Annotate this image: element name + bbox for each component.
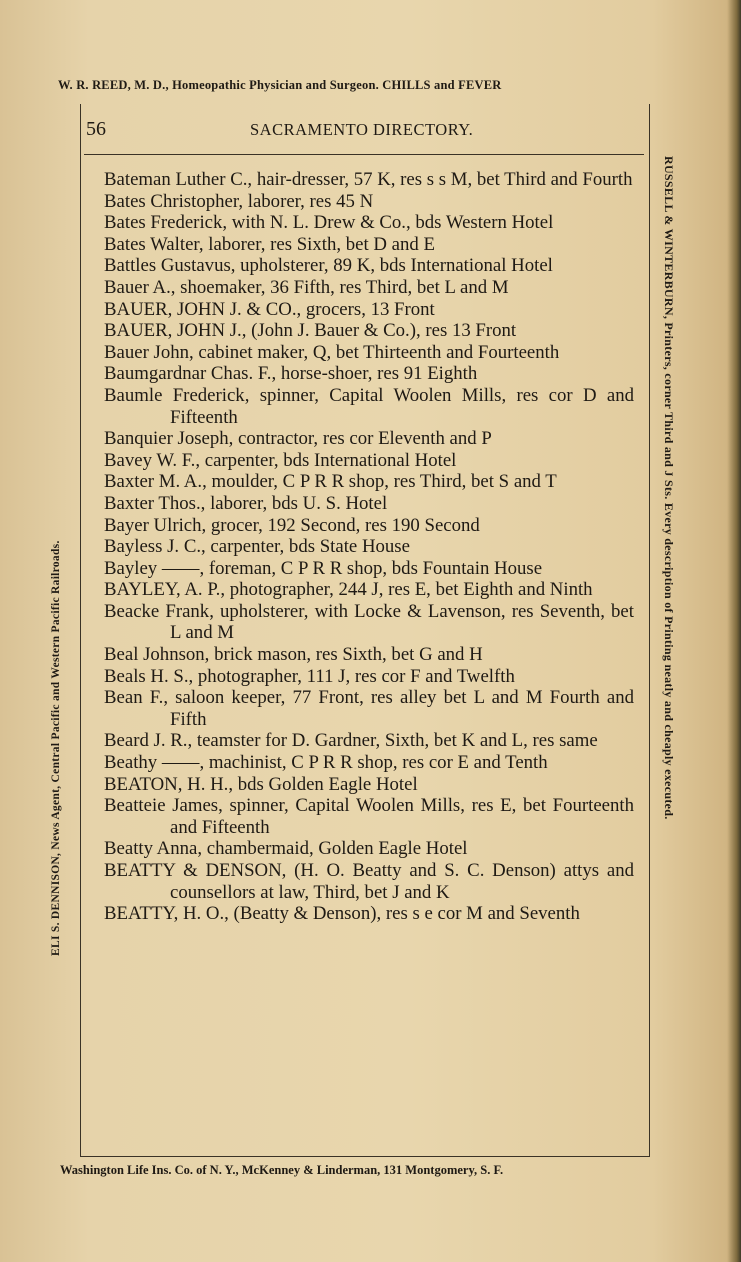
directory-entry: BAYLEY, A. P., photographer, 244 J, res E, bet Eighth and Ninth	[104, 579, 593, 601]
directory-entry: Bateman Luther C., hair-dresser, 57 K, res s s M, bet Third and Fourth	[104, 169, 633, 190]
left-side-advertisement: ELI S. DENNISON, News Agent, Central Pacific and Western Pacific Railroads.	[50, 540, 62, 956]
directory-entry: Beathy ——, machinist, C P R R shop, res cor E and Tenth	[104, 752, 548, 774]
bottom-advertisement: Washington Life Ins. Co. of N. Y., McKenney & Linderman, 131 Montgomery, S. F.	[60, 1163, 504, 1177]
running-title: SACRAMENTO DIRECTORY.	[250, 120, 474, 139]
directory-entry: Bavey W. F., carpenter, bds International Hotel	[104, 449, 457, 471]
page-edge-shadow	[727, 0, 741, 1262]
page-number: 56	[86, 118, 106, 140]
directory-entry: BEATTY & DENSON, (H. O. Beatty and S. C. Denson) attys and counsellors at law, Third, bet J and K	[104, 860, 634, 903]
directory-entry: BEATON, H. H., bds Golden Eagle Hotel	[104, 773, 418, 795]
directory-entry: BEATTY, H. O., (Beatty & Denson), res s e cor M and Seventh	[104, 903, 580, 925]
directory-entry: Bean F., saloon keeper, 77 Front, res alley bet L and M Fourth and Fifth	[104, 687, 634, 730]
directory-entry: Bayless J. C., carpenter, bds State House	[104, 536, 410, 558]
directory-entry: Baumgardnar Chas. F., horse-shoer, res 91 Eighth	[104, 363, 478, 385]
right-side-advertisement: RUSSELL & WINTERBURN, Printers, corner Third and J Sts. Every description of Printing neatly and cheaply executed.	[662, 156, 676, 820]
directory-entry: Bates Frederick, with N. L. Drew & Co., bds Western Hotel	[104, 212, 554, 234]
directory-entry: BAUER, JOHN J. & CO., grocers, 13 Front	[104, 298, 435, 320]
directory-entry: Battles Gustavus, upholsterer, 89 K, bds International Hotel	[104, 255, 553, 277]
directory-entries	[104, 169, 634, 925]
directory-entry: Beatty Anna, chambermaid, Golden Eagle Hotel	[104, 838, 468, 860]
top-advertisement: W. R. REED, M. D., Homeopathic Physician and Surgeon. CHILLS and FEVER	[58, 78, 502, 92]
directory-entry: Beal Johnson, brick mason, res Sixth, bet G and H	[104, 644, 483, 666]
directory-entry: Beard J. R., teamster for D. Gardner, Sixth, bet K and L, res same	[104, 730, 598, 752]
directory-entry: Beatteie James, spinner, Capital Woolen Mills, res E, bet Fourteenth and Fifteenth	[104, 795, 634, 838]
directory-entry: Bates Christopher, laborer, res 45 N	[104, 190, 374, 212]
directory-entry: Baumle Frederick, spinner, Capital Woolen Mills, res cor D and Fifteenth	[104, 384, 634, 428]
directory-entry: Bayer Ulrich, grocer, 192 Second, res 190 Second	[104, 514, 480, 536]
directory-entry: Bates Walter, laborer, res Sixth, bet D and E	[104, 233, 435, 255]
directory-entry: BAUER, JOHN J., (John J. Bauer & Co.), res 13 Front	[104, 320, 517, 342]
directory-entry: Baxter M. A., moulder, C P R R shop, res Third, bet S and T	[104, 471, 557, 493]
directory-entry: Beals H. S., photographer, 111 J, res cor F and Twelfth	[104, 665, 515, 687]
directory-entry: Baxter Thos., laborer, bds U. S. Hotel	[104, 492, 388, 514]
directory-entry: Beacke Frank, upholsterer, with Locke & Lavenson, res Seventh, bet L and M	[104, 600, 634, 644]
directory-entry: Banquier Joseph, contractor, res cor Eleventh and P	[104, 428, 492, 450]
header-rule	[84, 154, 644, 155]
directory-entry: Bayley ——, foreman, C P R R shop, bds Fountain House	[104, 557, 543, 579]
directory-entry: Bauer John, cabinet maker, Q, bet Thirteenth and Fourteenth	[104, 341, 560, 363]
directory-entry: Bauer A., shoemaker, 36 Fifth, res Third, bet L and M	[104, 276, 509, 298]
